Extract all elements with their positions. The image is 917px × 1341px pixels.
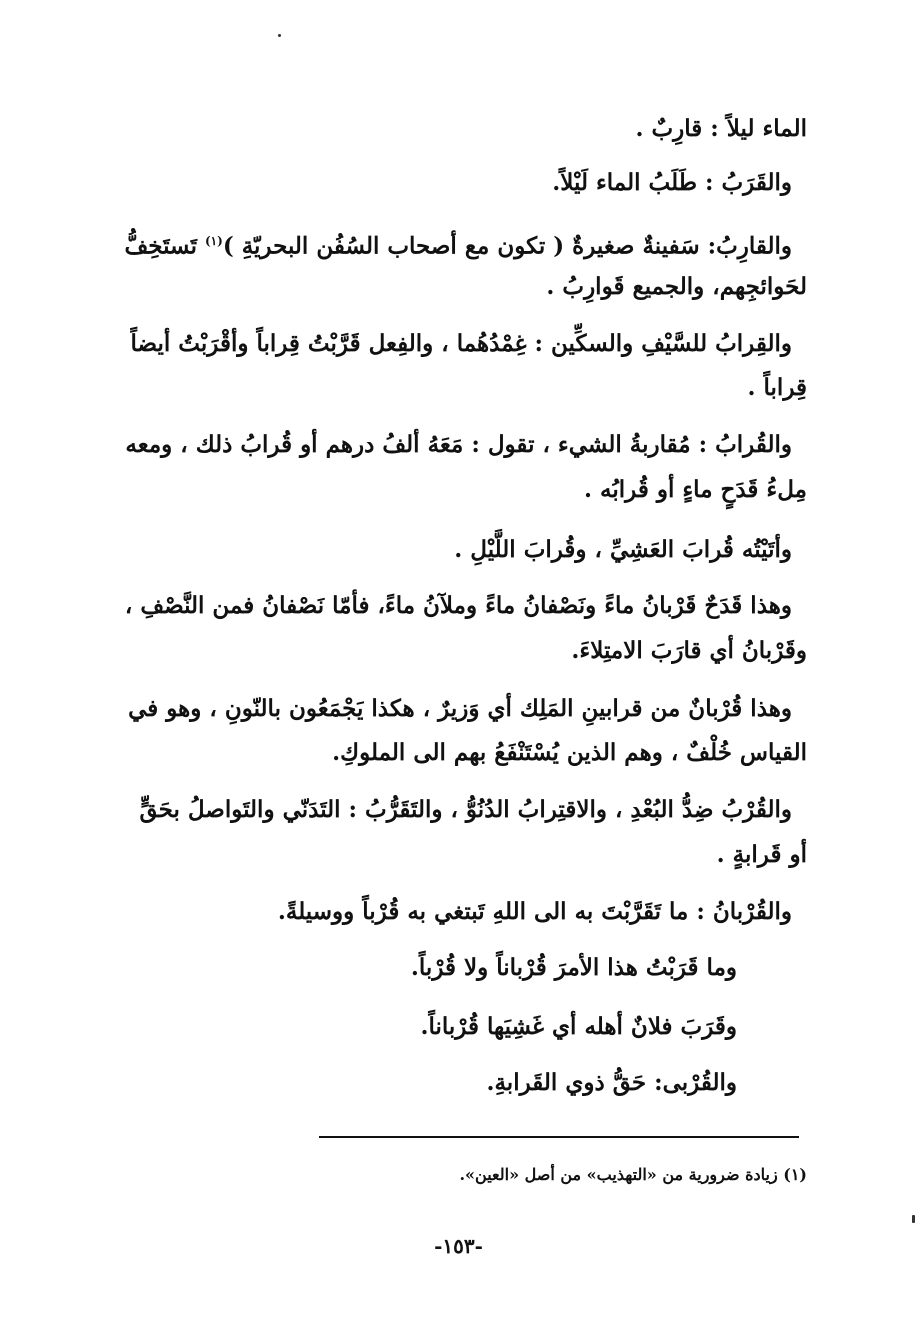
scan-speck — [912, 1215, 915, 1223]
text-line: والقُرابُ : مُقاربةُ الشيء ، تقول : مَعَهُ ألفُ درهم أو قُرابُ ذلك ، ومعه — [125, 431, 792, 458]
text-line: وما قَرَبْتُ هذا الأمرَ قُرْباناً ولا قُرْباً. — [410, 954, 737, 981]
text-line: والقِرابُ للسَّيْفِ والسكِّين : غِمْدُهُما ، والفِعل قَرَّبْتُ قِراباً وأقْرَبْتُ أيضاً — [130, 330, 792, 357]
text-line: والقُرْبانُ : ما تَقَرَّبْتَ به الى اللهِ تَبتغي به قُرْباً ووسيلةً. — [277, 898, 792, 925]
text-line: والقَرَبُ : طَلَبُ الماء لَيْلاً. — [552, 169, 792, 196]
text-line: لحَوائجِهم، والجميع قَوارِبُ . — [546, 273, 807, 300]
text-line: والقُرْبى: حَقُّ ذوي القَرابةِ. — [486, 1069, 737, 1096]
text-line — [124, 224, 792, 264]
text-line: مِلءُ قَدَحٍ ماءٍ أو قُرابُه . — [584, 476, 807, 503]
text-line: وهذا قُرْبانٌ من قرابينِ المَلِك أي وَزيرٌ ، هكذا يَجْمَعُون بالنّونِ ، وهو في — [128, 695, 792, 722]
text-line: القياس خُلْفٌ ، وهم الذين يُسْتَنْفَعُ بهم الى الملوكِ. — [332, 739, 807, 766]
footnote: (١) زيادة ضرورية من «التهذيب» من أصل «العين». — [459, 1165, 807, 1184]
footnote-marker: (١) — [204, 234, 223, 248]
text-line: قِراباً . — [747, 374, 807, 401]
footnote-divider — [319, 1136, 799, 1138]
text-line: وأتَيْتُه قُرابَ العَشِيِّ ، وقُرابَ اللَّيْلِ . — [454, 536, 792, 563]
text-line: وقَرْبانُ أي قارَبَ الامتِلاءَ. — [571, 637, 807, 664]
text-line: أو قَرابةٍ . — [716, 841, 807, 868]
scan-speck — [278, 34, 281, 37]
page-number: -١٥٣- — [434, 1234, 483, 1258]
text-segment: تَستَخِفُّ — [124, 232, 197, 260]
text-segment: والقارِبُ: سَفينةٌ صغيرةٌ ( تكون مع أصحاب السُفُن البحريّةِ ) — [222, 232, 792, 260]
text-line: وقَرَبَ فلانٌ أهله أي غَشِيَها قُرْباناً. — [420, 1013, 737, 1040]
text-line: الماء ليلاً : قارِبٌ . — [635, 115, 807, 142]
text-line: والقُرْبُ ضِدُّ البُعْدِ ، والاقتِرابُ الدُنُوُّ ، والتَقَرُّبُ : التَدَنّي والتَواصلُ بحَقٍّ — [139, 796, 792, 823]
text-line: وهذا قَدَحٌ قَرْبانُ ماءً ونَصْفانُ ماءً وملآنُ ماءً، فأمّا نَصْفانُ فمن النَّصْفِ ، — [124, 592, 792, 619]
